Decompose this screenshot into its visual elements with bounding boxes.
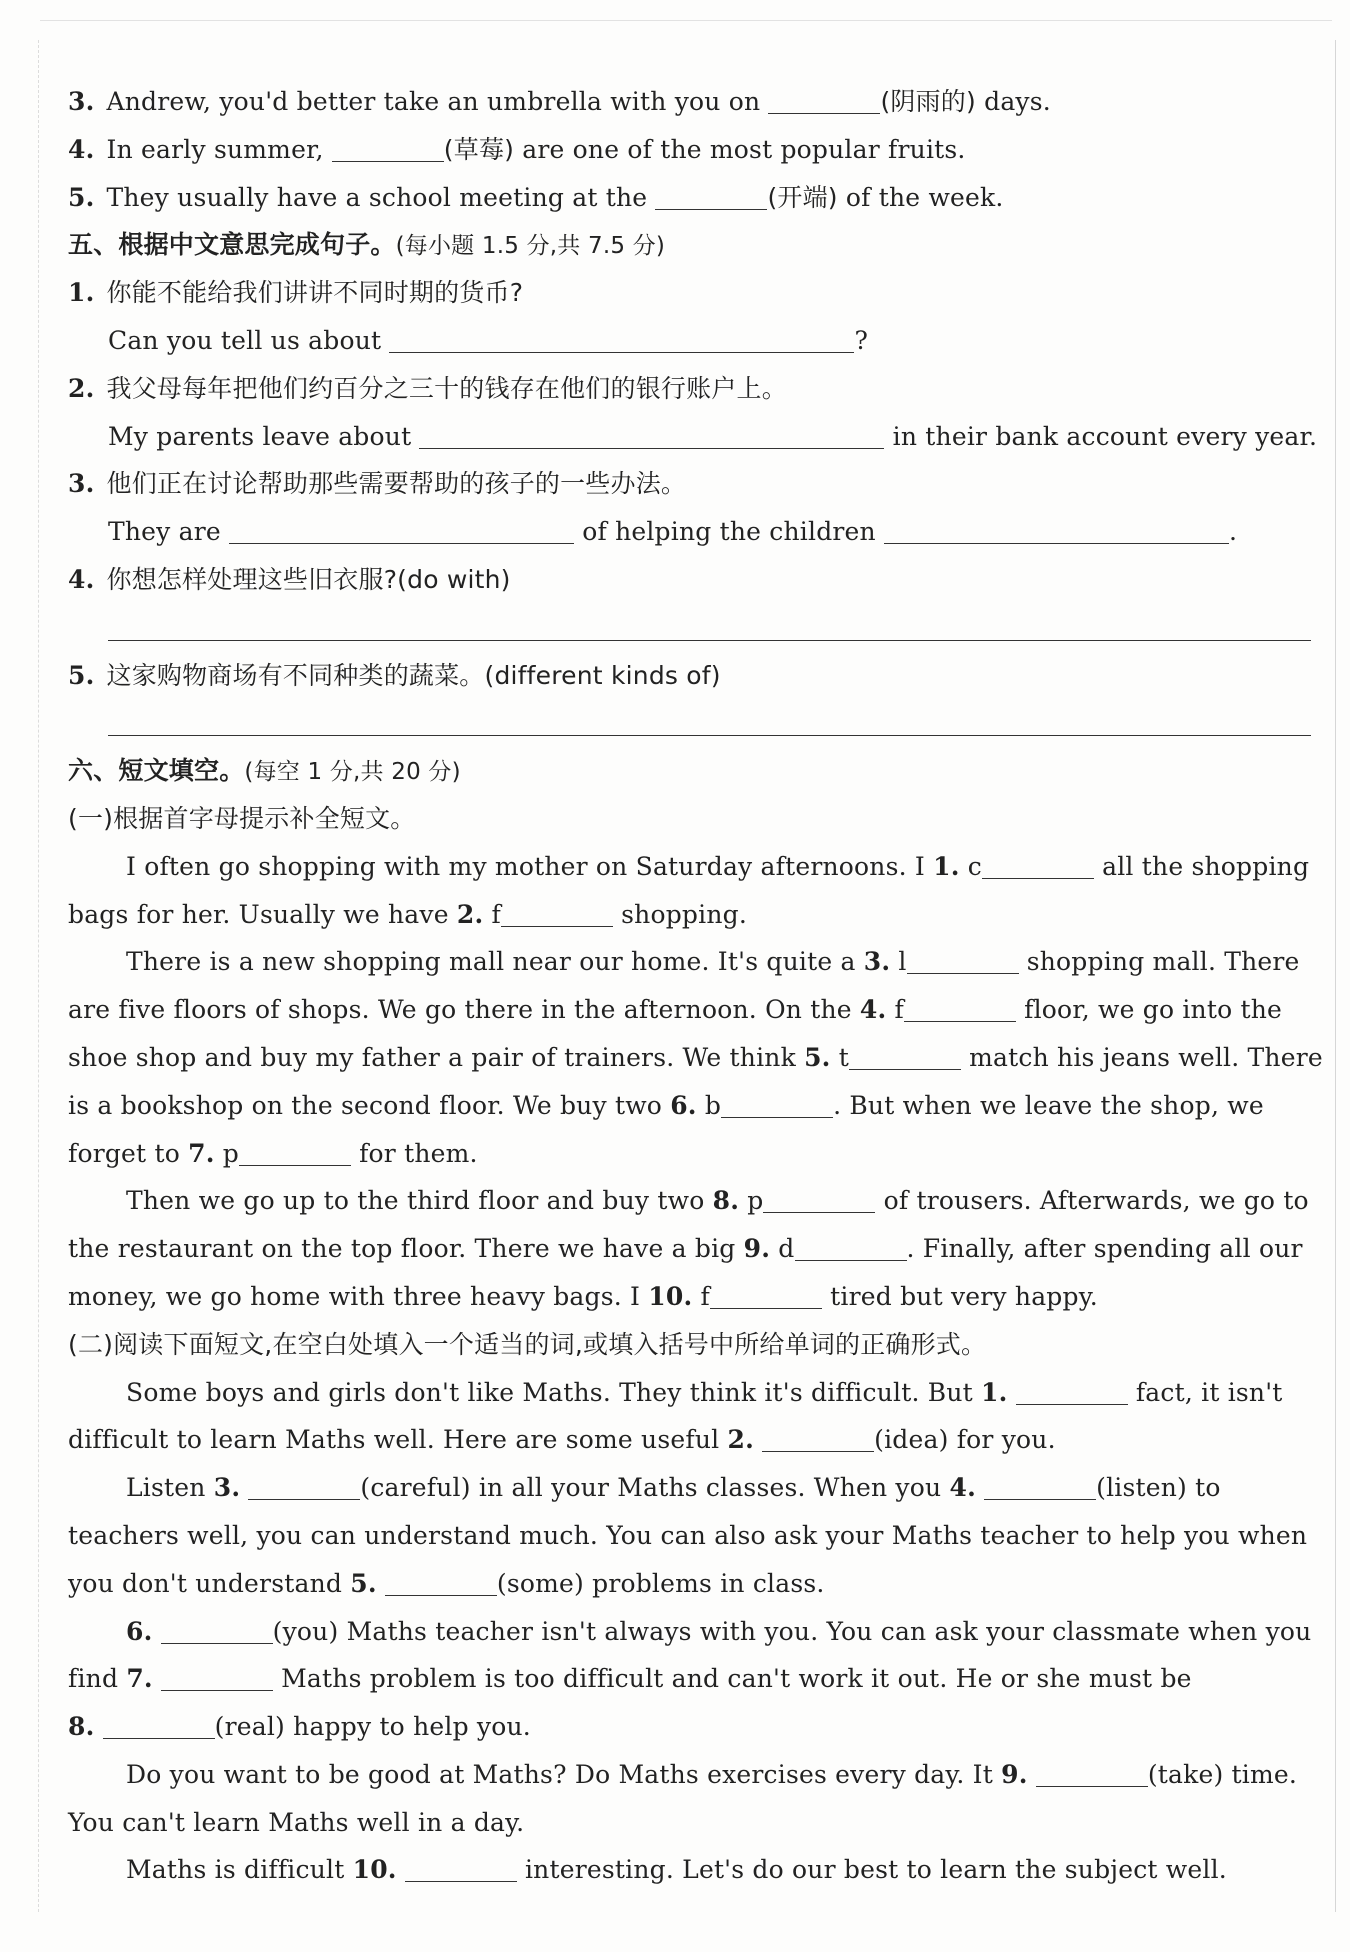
item-text: They usually have a school meeting at the — [106, 182, 648, 212]
passage-line — [68, 1177, 1311, 1225]
blank-number: 9. — [743, 1234, 771, 1264]
item-number: 3. — [68, 469, 95, 499]
passage-text — [240, 1473, 248, 1502]
answer-blank[interactable] — [332, 131, 444, 162]
passage-text: t — [830, 1042, 849, 1072]
item-number: 1. — [68, 278, 95, 308]
passage-text: You can't learn Maths well in a day. — [68, 1807, 525, 1837]
passage-text: tired but very happy. — [821, 1281, 1098, 1311]
page-right-border — [1335, 40, 1336, 1912]
chinese-prompt: 你能不能给我们讲讲不同时期的货币? — [106, 278, 524, 308]
s5-item-5-answer — [68, 699, 1311, 747]
passage-text: is a bookshop on the second floor. We buy two — [68, 1090, 671, 1120]
passage-text: floor, we go into the — [1016, 995, 1283, 1025]
item-number: 3. — [68, 87, 95, 116]
passage-line — [68, 1560, 1311, 1608]
passage-text: bags for her. Usually we have — [68, 899, 457, 929]
passage-text — [95, 1712, 103, 1741]
passage-text: c — [959, 851, 982, 881]
passage-text: f — [692, 1281, 710, 1311]
passage-line — [68, 986, 1311, 1034]
passage-text: Then we go up to the third floor and buy two — [126, 1186, 713, 1216]
passage-text: (listen) to — [1096, 1473, 1221, 1503]
passage-text: d — [770, 1234, 795, 1264]
section6-heading — [68, 747, 1311, 795]
passage-text: Do you want to be good at Maths? Do Maths exercises every day. It — [126, 1759, 1002, 1789]
answer-blank[interactable] — [239, 1135, 351, 1166]
hint-text: (开端) — [767, 182, 838, 212]
passage-text: difficult to learn Maths well. Here are some useful — [68, 1425, 728, 1455]
s5-item-1-zh — [68, 269, 1311, 317]
score-note: (每小题 1.5 分,共 7.5 分) — [395, 233, 666, 260]
chinese-prompt: 你想怎样处理这些旧衣服?(do with) — [106, 564, 511, 594]
blank-number: 8. — [712, 1186, 740, 1216]
hint-text: (草莓) — [443, 134, 515, 164]
blank-number: 1. — [981, 1377, 1008, 1407]
blank-number: 5. — [350, 1568, 377, 1598]
blank-number: 10. — [648, 1281, 693, 1311]
passage-text: Maths problem is too difficult and can't work it out. He or she must be — [272, 1664, 1192, 1694]
passage-line — [68, 1655, 1311, 1703]
answer-line[interactable] — [108, 640, 1311, 641]
english-text: Can you tell us about — [108, 325, 382, 355]
answer-blank[interactable] — [710, 1278, 822, 1309]
passage-text: f — [483, 899, 501, 929]
passage-text: fact, it isn't — [1127, 1377, 1283, 1407]
english-text: . — [1229, 517, 1238, 547]
passage-text — [397, 1855, 405, 1884]
passage-text: shoe shop and buy my father a pair of trainers. We think — [68, 1042, 805, 1072]
answer-blank[interactable] — [501, 896, 613, 927]
passage-text — [754, 1425, 762, 1454]
passage-2 — [68, 1369, 1311, 1895]
passage-line — [68, 1512, 1311, 1560]
item-text: In early summer, — [106, 134, 324, 164]
passage-text: match his jeans well. There — [960, 1042, 1323, 1072]
passage-text — [153, 1617, 161, 1646]
blank-number: 3. — [213, 1473, 241, 1503]
s5-item-3-en — [68, 508, 1311, 556]
passage-line — [68, 1369, 1311, 1417]
blank-number: 4. — [949, 1473, 976, 1503]
passage-text: Listen — [126, 1473, 214, 1503]
passage-text: There is a new shopping mall near our home. It's quite a — [126, 947, 864, 977]
part2-title — [68, 1321, 1311, 1369]
s5-item-3-zh — [68, 460, 1311, 508]
s5-item-2-en — [68, 413, 1318, 461]
passage-text: shopping mall. There — [1018, 947, 1300, 977]
passage-text — [377, 1569, 385, 1598]
passage-text: p — [739, 1186, 764, 1216]
section-title: 六、短文填空。 — [68, 756, 245, 786]
passage-text: (careful) in all your Maths classes. When you — [360, 1473, 950, 1503]
passage-text — [1028, 1760, 1036, 1789]
answer-blank[interactable] — [721, 1087, 833, 1118]
chinese-prompt: 这家购物商场有不同种类的蔬菜。(different kinds of) — [106, 660, 721, 690]
english-text: ? — [854, 325, 869, 355]
chinese-prompt: 他们正在讨论帮助那些需要帮助的孩子的一些办法。 — [106, 469, 687, 499]
item-number: 2. — [68, 373, 95, 403]
passage-text: (idea) for you. — [874, 1425, 1056, 1455]
blank-number: 8. — [68, 1712, 95, 1742]
item-number: 4. — [68, 134, 95, 164]
passage-text: interesting. Let's do our best to learn the subject well. — [516, 1855, 1227, 1885]
passage-text: (some) problems in class. — [496, 1568, 825, 1598]
blank-number: 3. — [863, 947, 891, 977]
blank-number: 6. — [126, 1616, 153, 1646]
part1-title — [68, 795, 1311, 843]
passage-text: (you) Maths teacher isn't always with you. You can ask your classmate when you — [272, 1616, 1312, 1646]
passage-line — [68, 1082, 1311, 1130]
blank-number: 1. — [933, 851, 960, 881]
answer-blank[interactable] — [984, 1469, 1096, 1500]
hint-text: (阴雨的) — [880, 87, 976, 116]
passage-text: shopping. — [612, 899, 747, 929]
answer-blank[interactable] — [248, 1469, 360, 1500]
passage-text: . But when we leave the shop, we — [833, 1090, 1264, 1120]
section5-heading — [68, 221, 1311, 269]
answer-blank[interactable] — [1016, 1374, 1128, 1405]
passage-text: are five floors of shops. We go there in the afternoon. On the — [68, 995, 860, 1025]
answer-blank[interactable] — [982, 848, 1094, 879]
answer-blank[interactable] — [161, 1660, 273, 1691]
english-text: They are — [108, 517, 221, 547]
answer-blank[interactable] — [229, 513, 574, 544]
passage-text: money, we go home with three heavy bags. I — [68, 1281, 649, 1311]
answer-blank[interactable] — [884, 513, 1229, 544]
blank-number: 9. — [1001, 1759, 1028, 1789]
passage-text: for them. — [350, 1138, 478, 1168]
answer-blank[interactable] — [762, 1421, 874, 1452]
s4-item-4 — [68, 126, 1311, 174]
answer-blank[interactable] — [1036, 1756, 1148, 1787]
answer-blank[interactable] — [389, 322, 854, 353]
s5-item-1-en — [68, 317, 1311, 365]
passage-text: l — [890, 947, 907, 977]
blank-number: 2. — [727, 1425, 754, 1455]
passage-text: you don't understand — [68, 1568, 351, 1598]
worksheet-content — [68, 78, 1323, 1894]
passage-text — [153, 1664, 161, 1693]
passage-line — [68, 1034, 1323, 1082]
blank-number: 7. — [126, 1664, 153, 1694]
answer-blank[interactable] — [904, 991, 1016, 1022]
answer-blank[interactable] — [655, 179, 767, 210]
s5-item-5-zh — [68, 652, 1311, 700]
page-left-margin — [38, 40, 39, 1912]
answer-blank[interactable] — [103, 1708, 215, 1739]
passage-text: p — [214, 1138, 239, 1168]
chinese-prompt: 我父母每年把他们约百分之三十的钱存在他们的银行账户上。 — [106, 373, 787, 403]
passage-text — [1008, 1378, 1016, 1407]
item-text: are one of the most popular fruits. — [522, 134, 966, 164]
passage-line — [68, 938, 1311, 986]
passage-text: teachers well, you can understand much. You can also ask your Maths teacher to help you when — [68, 1520, 1308, 1550]
passage-text: . Finally, after spending all our — [906, 1234, 1303, 1264]
passage-line — [68, 1608, 1311, 1656]
item-text: of the week. — [845, 182, 1004, 212]
passage-text: I often go shopping with my mother on Saturday afternoons. I — [126, 851, 934, 881]
section-title: 五、根据中文意思完成句子。 — [68, 230, 396, 260]
passage-line — [68, 1130, 1311, 1178]
passage-text: f — [886, 995, 905, 1025]
blank-number: 5. — [804, 1042, 831, 1072]
s4-item-5 — [68, 174, 1311, 222]
answer-blank[interactable] — [795, 1230, 907, 1261]
answer-blank[interactable] — [405, 1851, 517, 1882]
blank-number: 4. — [859, 995, 887, 1025]
answer-line[interactable] — [108, 735, 1311, 736]
answer-blank[interactable] — [907, 943, 1019, 974]
item-text: Andrew, you'd better take an umbrella with you on — [106, 87, 761, 116]
item-text: days. — [984, 87, 1051, 116]
passage-text: Some boys and girls don't like Maths. They think it's difficult. But — [126, 1377, 982, 1407]
blank-number: 2. — [456, 899, 484, 929]
english-text: My parents leave about — [108, 421, 412, 451]
blank-number: 10. — [352, 1855, 397, 1885]
page-top-border — [40, 20, 1332, 21]
answer-blank[interactable] — [768, 83, 880, 114]
passage-text: find — [68, 1664, 127, 1694]
passage-line — [68, 1273, 1311, 1321]
blank-number: 7. — [188, 1138, 215, 1168]
passage-line — [68, 1416, 1311, 1464]
item-number: 5. — [68, 182, 95, 212]
passage-line — [68, 1225, 1311, 1273]
passage-line — [68, 891, 1311, 939]
answer-blank[interactable] — [385, 1565, 497, 1596]
passage-text: (real) happy to help you. — [214, 1712, 531, 1742]
item-number: 4. — [68, 564, 95, 594]
score-note: (每空 1 分,共 20 分) — [244, 759, 461, 786]
passage-text — [976, 1473, 984, 1502]
passage-1 — [68, 843, 1323, 1321]
passage-text: all the shopping — [1093, 851, 1310, 881]
s5-item-4-answer — [68, 604, 1311, 652]
s5-item-2-zh — [68, 365, 1311, 413]
passage-line — [68, 843, 1311, 891]
passage-line — [68, 1464, 1311, 1512]
s5-item-4-zh — [68, 556, 1311, 604]
passage-text: forget to — [68, 1138, 189, 1168]
answer-blank[interactable] — [849, 1039, 961, 1070]
passage-text: b — [696, 1090, 722, 1120]
passage-line — [68, 1846, 1311, 1894]
item-number: 5. — [68, 660, 95, 690]
s4-item-3 — [68, 78, 1311, 126]
answer-blank[interactable] — [763, 1182, 875, 1213]
part-title: (一)根据首字母提示补全短文。 — [68, 803, 416, 833]
blank-number: 6. — [670, 1090, 697, 1120]
passage-line — [68, 1703, 1311, 1751]
passage-text: (take) time. — [1147, 1759, 1298, 1789]
answer-blank[interactable] — [419, 418, 884, 449]
english-text: in their bank account every year. — [892, 421, 1318, 451]
answer-blank[interactable] — [161, 1613, 273, 1644]
passage-line — [68, 1751, 1311, 1799]
part-title: (二)阅读下面短文,在空白处填入一个适当的词,或填入括号中所给单词的正确形式。 — [68, 1329, 987, 1359]
passage-text: the restaurant on the top floor. There we have a big — [68, 1234, 744, 1264]
passage-line — [68, 1799, 1311, 1847]
english-text: of helping the children — [582, 517, 876, 547]
passage-text: Maths is difficult — [126, 1855, 353, 1885]
passage-text: of trousers. Afterwards, we go to — [875, 1186, 1309, 1216]
